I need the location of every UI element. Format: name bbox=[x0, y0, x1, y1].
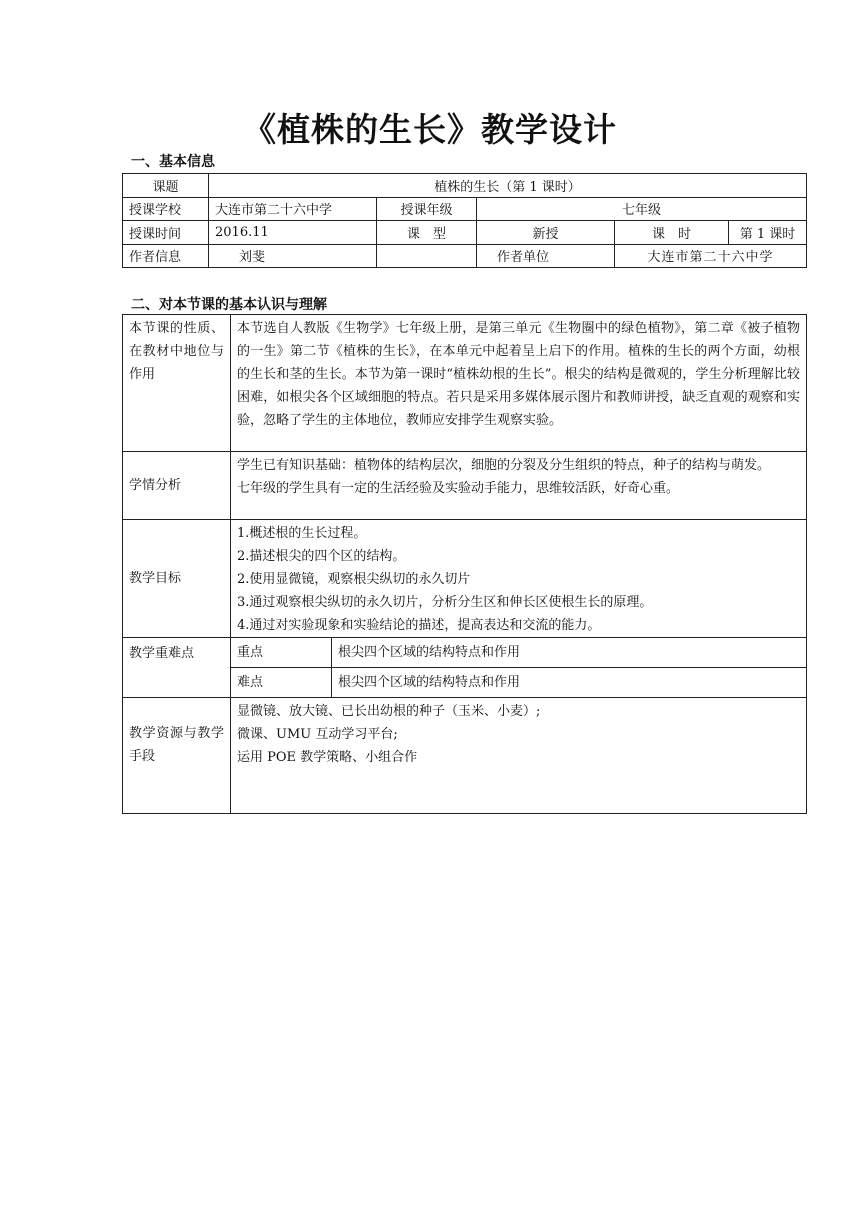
grade-label: 授课年级 bbox=[377, 197, 477, 221]
table-row bbox=[123, 315, 807, 452]
student-text-2: 七年级的学生具有一定的生活经验及实验动手能力，思维较活跃，好奇心重。 bbox=[237, 481, 680, 496]
school-value: 大连市第二十六中学 bbox=[209, 197, 377, 221]
key-point-text: 根尖四个区域的结构特点和作用 bbox=[332, 638, 807, 668]
table-row bbox=[231, 668, 806, 698]
time-value: 2016.11 bbox=[209, 221, 377, 245]
resource-item: 微课、UMU 互动学习平台; bbox=[237, 727, 398, 742]
goal-item: 3.通过观察根尖纵切的永久切片，分析分生区和伸长区使根生长的原理。 bbox=[237, 595, 653, 610]
table-row bbox=[123, 244, 807, 268]
table-row bbox=[231, 638, 806, 668]
table-row bbox=[123, 452, 807, 520]
page-title: 《植株的生长》教学设计 bbox=[243, 110, 617, 149]
key-difficult-table bbox=[231, 638, 806, 697]
goal-item: 2.使用显微镜，观察根尖纵切的永久切片 bbox=[237, 572, 471, 587]
basic-info-table bbox=[122, 173, 807, 268]
resource-cell bbox=[231, 698, 807, 814]
table-row bbox=[123, 197, 807, 221]
topic-label: 课题 bbox=[123, 174, 209, 198]
unit-label: 作者单位 bbox=[477, 244, 615, 268]
unit-value: 大连市第二十六中学 bbox=[615, 244, 807, 268]
author-label: 作者信息 bbox=[123, 244, 209, 268]
key-point-label: 重点 bbox=[231, 638, 332, 668]
table-row bbox=[123, 638, 807, 698]
type-label: 课 型 bbox=[377, 221, 477, 245]
section-heading-understanding: 二、对本节课的基本认识与理解 bbox=[131, 297, 327, 313]
analysis-table bbox=[122, 314, 807, 814]
topic-value: 植株的生长（第 1 课时） bbox=[209, 174, 807, 198]
time-label: 授课时间 bbox=[123, 221, 209, 245]
author-value: 刘斐 bbox=[209, 244, 377, 268]
type-value: 新授 bbox=[477, 221, 615, 245]
goals-cell bbox=[231, 520, 807, 638]
goal-item: 1.概述根的生长过程。 bbox=[237, 526, 367, 541]
empty-cell bbox=[377, 244, 477, 268]
student-label: 学情分析 bbox=[123, 452, 231, 520]
key-cell bbox=[231, 638, 807, 698]
resource-label: 教学资源与教学手段 bbox=[123, 698, 231, 814]
goals-label: 教学目标 bbox=[123, 520, 231, 638]
table-row bbox=[123, 221, 807, 245]
key-label: 教学重难点 bbox=[123, 638, 231, 698]
school-label: 授课学校 bbox=[123, 197, 209, 221]
table-row bbox=[123, 520, 807, 638]
goal-item: 2.描述根尖的四个区的结构。 bbox=[237, 549, 406, 564]
difficult-text: 根尖四个区域的结构特点和作用 bbox=[338, 675, 521, 690]
nature-label: 本节课的性质、在教材中地位与作用 bbox=[123, 315, 231, 452]
period-label: 课 时 bbox=[615, 221, 729, 245]
student-text-1: 学生已有知识基础：植物体的结构层次，细胞的分裂及分生组织的特点，种子的结构与萌发。 bbox=[237, 458, 771, 473]
section-heading-basic-info: 一、基本信息 bbox=[131, 154, 215, 170]
table-row bbox=[123, 174, 807, 198]
goal-item: 4.通过对实验现象和实验结论的描述，提高表达和交流的能力。 bbox=[237, 618, 601, 633]
grade-value: 七年级 bbox=[477, 197, 807, 221]
period-value: 第 1 课时 bbox=[729, 221, 807, 245]
resource-item: 运用 POE 教学策略、小组合作 bbox=[237, 750, 418, 765]
difficult-label: 难点 bbox=[231, 668, 332, 698]
resource-item: 显微镜、放大镜、已长出幼根的种子（玉米、小麦）; bbox=[237, 704, 541, 719]
student-cell bbox=[231, 452, 807, 520]
table-row bbox=[123, 698, 807, 814]
nature-text: 本节选自人教版《生物学》七年级上册，是第三单元《生物圈中的绿色植物》，第二章《被子植物的一生》第二节《植株的生长》，在本单元中起着呈上启下的作用。植株的生长的两个方面，幼根的生长和茎的生长。本节为第一课时“植株幼根的生长”。根尖的结构是微观的，学生分析理解比较困难，如根尖各个区域细胞的特点。若只是采用多媒体展示图片和教师讲授，缺乏直观的观察和实验，忽略了学生的主体地位，教师应安排学生观察实验。 bbox=[231, 315, 807, 452]
